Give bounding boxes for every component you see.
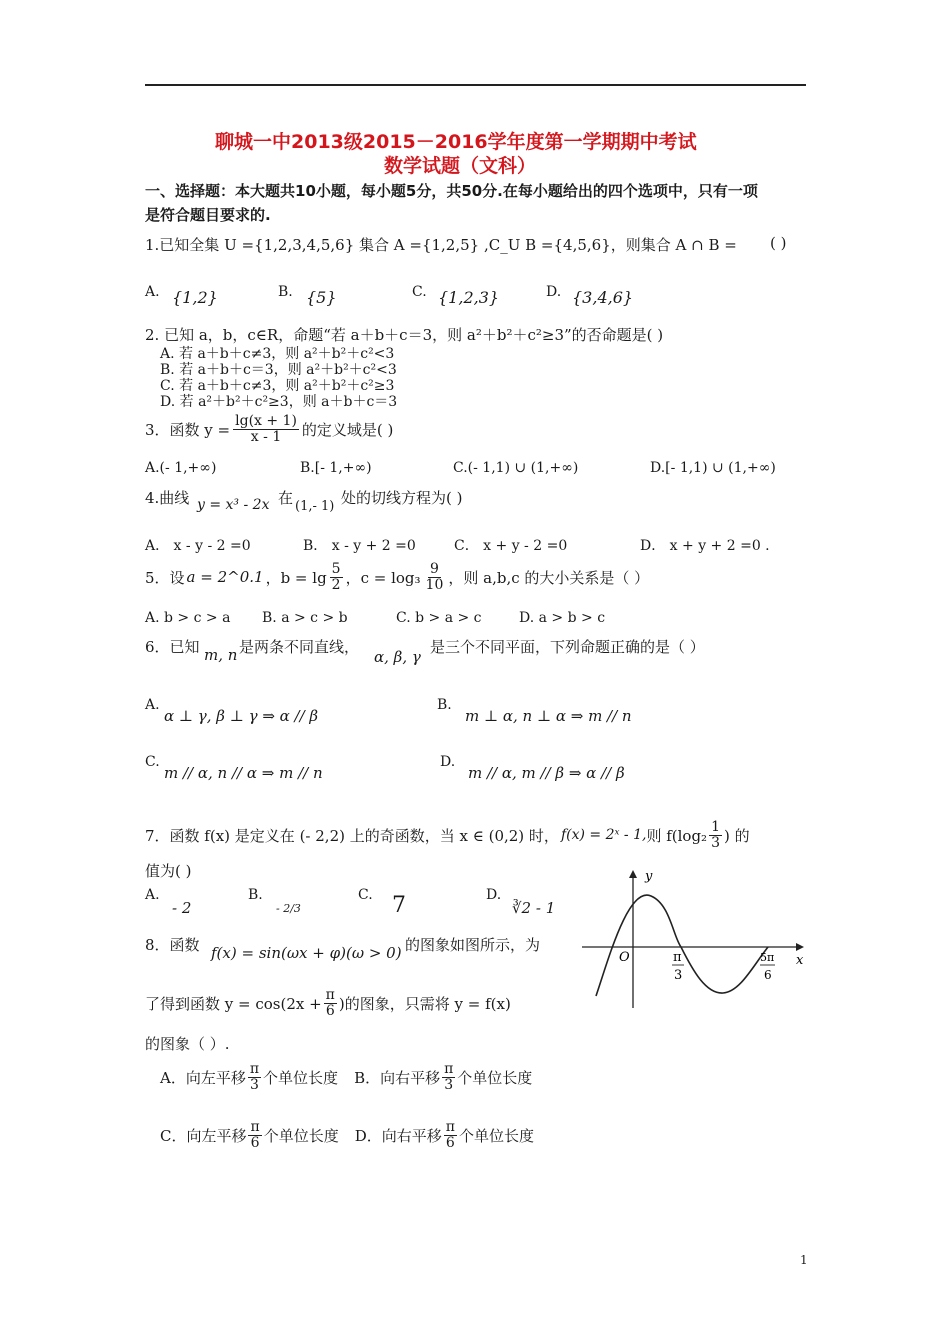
question-8-option-d-num: π	[445, 1119, 455, 1135]
question-7-end: ) 的	[723, 826, 750, 845]
question-6-option-d: m // α, m // β ⇒ α // β	[468, 764, 625, 782]
question-5-c-fraction	[424, 562, 446, 592]
question-8-line2-post: )的图象，只需将 y = f(x)	[338, 994, 511, 1013]
question-1-option-b: {5}	[306, 288, 337, 307]
question-6-option-a: α ⊥ γ, β ⊥ γ ⇒ α // β	[164, 707, 319, 725]
question-4-option-c: C． x + y - 2 =0	[454, 538, 568, 554]
question-1-option-d: {3,4,6}	[572, 288, 634, 307]
question-8-line2-fraction	[324, 988, 337, 1018]
question-8-line2-pre: 了得到函数 y = cos(2x +	[145, 994, 322, 1013]
question-2-option-d: D. 若 a²＋b²＋c²≥3，则 a＋b＋c＝3	[160, 394, 398, 410]
question-8-option-d-den: 6	[445, 1134, 455, 1151]
question-8-option-a-den: 3	[249, 1076, 259, 1093]
question-5-pre: 5．设	[145, 568, 185, 587]
question-8-option-d-text: D．向右平移	[354, 1126, 442, 1145]
question-2-option-b: B. 若 a＋b＋c＝3，则 a²＋b²＋c²<3	[160, 362, 397, 378]
question-8-option-b-den: 3	[444, 1076, 454, 1093]
question-1-option-a-label: A.	[145, 284, 160, 300]
question-7-num: 1	[711, 819, 720, 835]
question-3-fraction	[233, 414, 299, 444]
question-8-option-b-unit: 个单位长度	[457, 1068, 533, 1087]
question-8-line3: 的图象（ ）.	[145, 1035, 230, 1053]
question-7-option-a-label: A.	[145, 887, 160, 903]
question-6-mid: 是两条不同直线，	[239, 638, 360, 656]
question-5-stem	[145, 562, 649, 592]
question-3-option-a: A.(- 1,+∞)	[145, 460, 217, 476]
question-8-option-c-fraction	[248, 1120, 261, 1150]
question-8-pre: 8．函数	[145, 936, 200, 954]
y-axis-label: y	[645, 869, 653, 884]
question-7-option-b-label: B.	[248, 887, 263, 903]
question-5-option-c: C. b > a > c	[396, 610, 482, 626]
question-5-option-a: A. b > c > a	[145, 610, 231, 626]
question-3-option-c: C.(- 1,1) ∪ (1,+∞)	[453, 460, 579, 476]
tick-pi-3-den: 3	[674, 968, 683, 983]
page-number: 1	[800, 1253, 808, 1267]
question-6-option-d-label: D.	[440, 754, 456, 770]
question-5-b-pre: ，b = lg	[265, 568, 327, 587]
question-7-option-d: ∛2 - 1	[512, 899, 556, 917]
question-7-line1	[145, 820, 750, 850]
sine-graph-figure	[578, 866, 808, 1011]
question-7-fraction	[709, 820, 722, 850]
question-6-post: 是三个不同平面，下列命题正确的是（ ）	[430, 638, 705, 656]
question-7-post: 则 f(log₂	[646, 826, 708, 845]
question-2-stem: 2. 已知 a，b，c∈R，命题“若 a＋b＋c＝3，则 a²＋b²＋c²≥3”的否命题是( )	[145, 326, 664, 344]
question-8-option-a-unit: 个单位长度	[263, 1068, 339, 1087]
question-5-b-fraction	[330, 562, 343, 592]
question-7-option-b: - 2/3	[276, 902, 301, 915]
question-6-option-a-label: A.	[145, 697, 160, 713]
question-7-pre: 7．函数 f(x) 是定义在 (- 2,2) 上的奇函数，当 x ∈ (0,2) 时，	[145, 826, 559, 845]
question-8-option-b-text: B．向右平移	[354, 1068, 441, 1087]
question-2-option-a: A. 若 a＋b＋c≠3，则 a²＋b²＋c²<3	[160, 346, 395, 362]
tick-5pi-6-num: 5π	[760, 951, 775, 964]
question-5-option-b: B. a > c > b	[262, 610, 348, 626]
question-8-option-a-fraction	[248, 1062, 261, 1092]
question-4-option-b: B． x - y + 2 =0	[303, 538, 416, 554]
question-1-stem: 1.已知全集 U ={1,2,3,4,5,6} 集合 A ={1,2,5} ,C_U B ={4,5,6}，则集合 A ∩ B =	[145, 236, 737, 254]
question-4-option-d: D． x + y + 2 =0 .	[640, 538, 770, 554]
question-3-denominator: x - 1	[250, 428, 282, 445]
question-5-option-d: D. a > b > c	[519, 610, 606, 626]
question-8-func: f(x) = sin(ωx + φ)(ω > 0)	[211, 944, 402, 962]
question-8-option-c-den: 6	[250, 1134, 260, 1151]
question-3-stem	[145, 414, 393, 444]
question-5-b-num: 5	[331, 561, 341, 577]
question-1-option-d-label: D.	[546, 284, 562, 300]
question-7-line2: 值为( )	[145, 862, 192, 880]
x-axis-arrow	[796, 943, 804, 951]
question-4-point: (1,- 1)	[295, 499, 335, 514]
question-8-options-ab	[160, 1062, 532, 1092]
exam-title: 聊城一中2013级2015－2016学年度第一学期期中考试	[215, 131, 697, 153]
question-1-option-c-label: C.	[412, 284, 427, 300]
question-8-option-b-fraction	[442, 1062, 455, 1092]
question-3-numerator: lg(x + 1)	[235, 413, 297, 429]
question-4-mid: 在	[278, 489, 294, 507]
question-1-option-c: {1,2,3}	[438, 288, 500, 307]
x-axis-label: x	[796, 953, 804, 968]
question-4-post: 处的切线方程为( )	[341, 489, 463, 507]
question-7-mid: f(x) = 2ˣ - 1,	[560, 827, 647, 844]
question-7-option-c: 7	[392, 893, 406, 918]
question-6-pre: 6．已知	[145, 638, 200, 656]
question-1-option-a: {1,2}	[172, 288, 218, 307]
question-6-option-b: m ⊥ α, n ⊥ α ⇒ m // n	[465, 707, 632, 725]
question-8-line2	[145, 988, 511, 1018]
question-7-den: 3	[711, 834, 720, 851]
question-8-option-c-text: C．向左平移	[160, 1126, 247, 1145]
y-axis-arrow	[629, 870, 637, 878]
origin-label: O	[619, 950, 630, 965]
header-rule	[145, 84, 806, 86]
question-7-option-c-label: C.	[358, 887, 373, 903]
question-5-c-num: 9	[430, 561, 439, 577]
question-8-option-c-unit: 个单位长度	[263, 1126, 339, 1145]
question-3-post: 的定义域是( )	[301, 420, 394, 439]
question-6-mn: m, n	[204, 646, 238, 664]
question-3-option-b: B.[- 1,+∞)	[300, 460, 372, 476]
section-heading-cont: 是符合题目要求的.	[145, 206, 271, 224]
question-8-post: 的图象如图所示，为	[405, 936, 541, 954]
question-6-option-b-label: B.	[437, 697, 452, 713]
question-5-b-den: 2	[331, 576, 341, 593]
question-7-option-a: - 2	[172, 899, 192, 917]
question-8-options-cd	[160, 1120, 534, 1150]
question-4-pre: 4.曲线	[145, 489, 190, 507]
question-8-line2-den: 6	[325, 1002, 335, 1019]
question-6-planes: α, β, γ	[374, 648, 421, 666]
question-8-option-a-text: A．向左平移	[160, 1068, 246, 1087]
question-6-option-c-label: C.	[145, 754, 160, 770]
question-1-option-b-label: B.	[278, 284, 293, 300]
question-4-option-a: A． x - y - 2 =0	[145, 538, 251, 554]
question-5-post: ，则 a,b,c 的大小关系是（ ）	[448, 568, 650, 587]
question-8-line2-num: π	[325, 987, 335, 1003]
tick-pi-3-num: π	[673, 950, 682, 965]
question-8-option-a-num: π	[249, 1061, 260, 1077]
exam-subtitle: 数学试题（文科）	[384, 155, 537, 177]
question-5-c-pre: ，c = log₃	[345, 568, 421, 587]
question-8-option-d-fraction	[444, 1120, 457, 1150]
section-heading: 一、选择题：本大题共10小题，每小题5分，共50分.在每小题给出的四个选项中，只有一项	[145, 182, 758, 200]
question-8-option-d-unit: 个单位长度	[458, 1126, 534, 1145]
question-6-option-c: m // α, n // α ⇒ m // n	[164, 764, 323, 782]
question-3-option-d: D.[- 1,1) ∪ (1,+∞)	[650, 460, 776, 476]
question-8-option-b-num: π	[444, 1061, 454, 1077]
question-5-c-den: 10	[425, 576, 444, 593]
question-4-curve: y = x³ - 2x	[197, 497, 270, 513]
question-1-paren: ( )	[770, 234, 787, 252]
question-5-a: a = 2^0.1	[186, 568, 264, 587]
question-3-pre: 3．函数 y =	[145, 420, 231, 439]
question-2-option-c: C. 若 a＋b＋c≠3，则 a²＋b²＋c²≥3	[160, 378, 395, 394]
tick-5pi-6-den: 6	[764, 968, 772, 982]
question-8-option-c-num: π	[250, 1119, 260, 1135]
question-7-option-d-label: D.	[486, 887, 502, 903]
